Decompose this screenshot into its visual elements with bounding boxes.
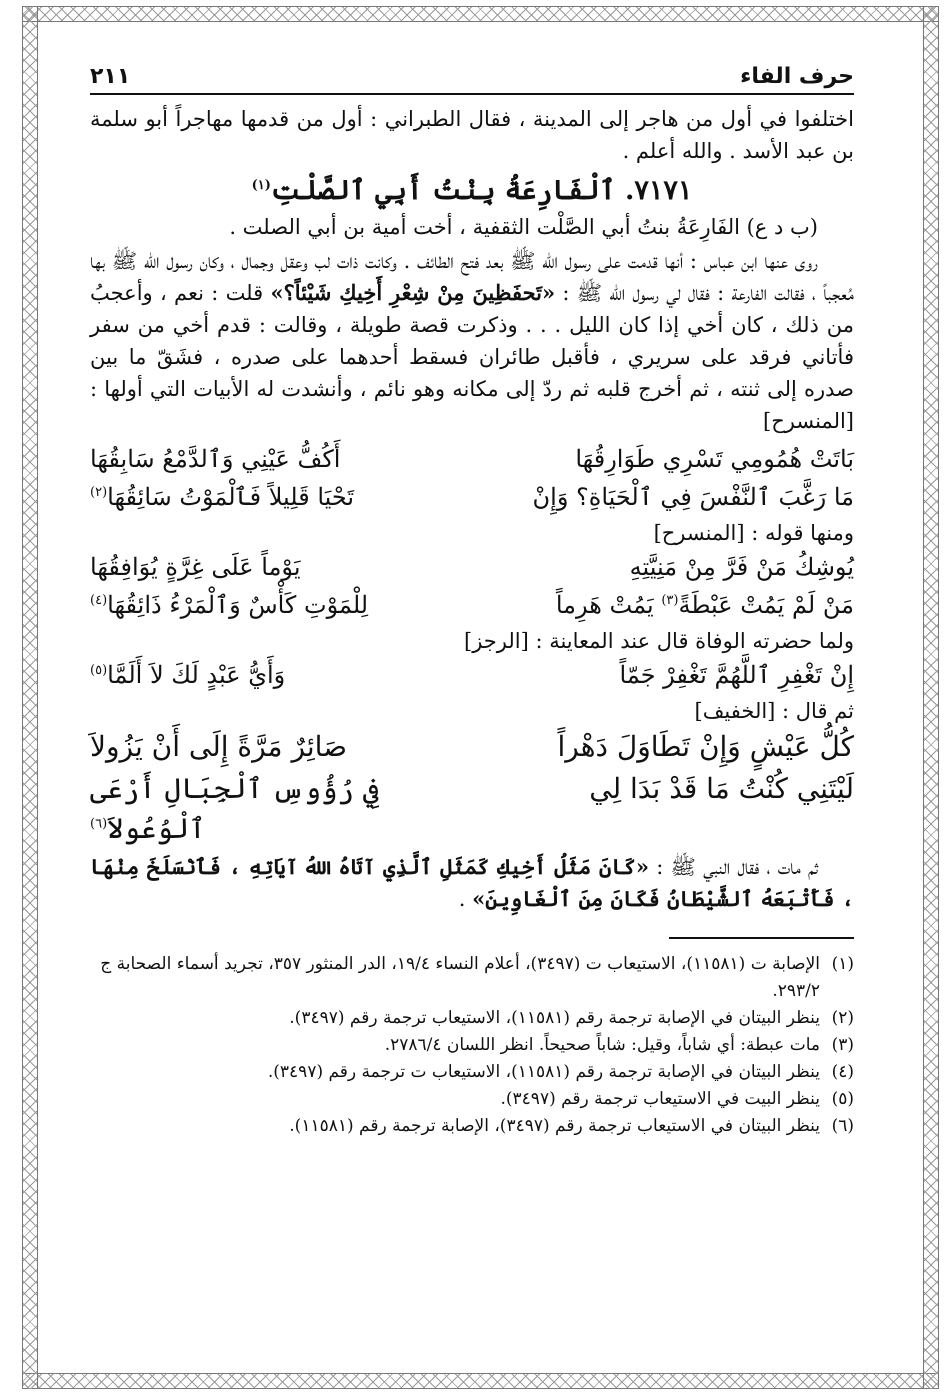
- footnote-number: (٤): [831, 1062, 854, 1082]
- verse-hemistich-second: صَائِرٌ مَرَّةً إِلَى أَنْ يَزُولاَ: [90, 730, 347, 763]
- footnote-item: [90, 1032, 854, 1059]
- running-header: [90, 55, 854, 95]
- verse-hemistich-second: [90, 587, 457, 623]
- footnote-item: [90, 1005, 854, 1032]
- verse-line: [90, 657, 854, 693]
- footnote-ref: (٢): [90, 485, 108, 500]
- footnote-ref: (٣): [661, 593, 679, 608]
- closing-text-end: .: [458, 887, 473, 911]
- footnote-ref: (٥): [90, 663, 108, 678]
- footnote-number: (٢): [831, 1008, 854, 1028]
- meter-line: ولما حضرته الوفاة قال عند المعاينة : [الرجز]: [464, 629, 854, 653]
- verse-hemistich-first: كُلُّ عَيْشٍ وَإِنْ تَطَاوَلَ دَهْراً: [557, 730, 854, 763]
- decorative-border-right: [923, 6, 939, 1389]
- footnote-item: [90, 1059, 854, 1086]
- section-title: حرف الفاء: [740, 64, 854, 89]
- footnote-item: [90, 951, 854, 1005]
- closing-text: ثم مات ، فقال النبي ﷺ :: [649, 855, 818, 879]
- body-text: [90, 103, 854, 915]
- verse-line: [90, 549, 854, 585]
- verse-hemistich-first: يُوشِكُ مَنْ فَرَّ مِنْ مَنِيَّتِهِ: [629, 553, 854, 581]
- meter-line: ومنها قوله : [المنسرح]: [653, 521, 854, 545]
- verse-hemistich-second: يَوْماً عَلَى غِرَّةٍ يُوَافِقُهَا: [90, 553, 301, 581]
- footnote-text: ينظر البيت في الاستيعاب ترجمة رقم (٣٤٩٧).: [500, 1089, 820, 1109]
- verse-text: تَحْيَا قَلِيلاً فَٱلْمَوْتُ سَائِقُهَا: [107, 483, 355, 511]
- poem-1: [90, 441, 854, 515]
- verse-text: وَأَيُّ عَبْدٍ لَكَ لاَ أَلَمَّا: [107, 661, 286, 689]
- intro-paragraph: اختلفوا في أول من هاجر إلى المدينة ، فقال الطبراني : أول من قدمها مهاجراً أبو سلمة بن عبد الأسد . والله أعلم .: [90, 107, 854, 163]
- decorative-border-top: [22, 6, 939, 22]
- page-content: [90, 55, 854, 1357]
- footnote-item: [90, 1086, 854, 1113]
- hadith-quote: «كَانَ مَثَلُ أَخِيكِ كَمَثَلِ ٱلَّذِي آتَاهُ اللهُ آيَاتِهِ ، فَٱنْسَلَخَ مِنْهَا ، فَأَتْبَعَهُ ٱلشَّيْطَانُ فَكَانَ مِنَ ٱلْغَاوِينَ»: [90, 854, 854, 911]
- entry-title: [90, 175, 854, 207]
- poem-4: [90, 727, 854, 849]
- footnote-text: ينظر البيتان في الاستيعاب ترجمة رقم (٣٤٩٧)، الإصابة ترجمة رقم (١١٥٨١).: [289, 1116, 820, 1136]
- entry-intro: (ب د ع) الفَارِعَةُ بنتُ أبي الصَّلْت الثقفية ، أخت أمية بن أبي الصلت .: [229, 215, 818, 239]
- poem-3: [90, 657, 854, 693]
- closing-paragraph: [90, 851, 854, 915]
- verse-text: فِي رُؤُوسِ ٱلْجِبَالِ أَرْعَى ٱلْوُعُولاَ: [90, 772, 380, 845]
- verse-text: لِلْمَوْتِ كَأْسٌ وَٱلْمَرْءُ ذَائِقُهَا: [107, 591, 369, 619]
- verse-line: [90, 727, 854, 767]
- verse-text: يَمُتْ هَرِماً: [555, 591, 662, 619]
- decorative-border-bottom: [22, 1373, 939, 1389]
- footnote-text: ينظر البيتان في الإصابة ترجمة رقم (١١٥٨١)، الاستيعاب ت ترجمة رقم (٣٤٩٧).: [267, 1062, 820, 1082]
- footnote-separator: [669, 937, 854, 939]
- footnote-number: (٣): [831, 1035, 854, 1055]
- narration-paragraph: [90, 245, 854, 437]
- footnote-ref: (٤): [90, 593, 108, 608]
- hadith-quote: «تَحفَظِينَ مِنْ شِعْرِ أَخِيكِ شَيْئاً؟»: [270, 280, 556, 305]
- narration-text-cont: قلت : نعم ، وأعجبُ من ذلك ، كان أخي إذا كان الليل . . . وذكرت قصة طويلة ، وقالت : قدم أخي من سفر فأتاني فرقد على سريري ، فأقبل طائران فسقط أحدهما على صدره ، فشَقّ ما بين صدره إلى ثنته ، ثم أخرج قلبه ثم ردّ إلى مكانه وهو نائم ، وأنشدت له الأبيات التي أولها : [المنسرح]: [90, 281, 854, 433]
- footnote-item: [90, 1113, 854, 1140]
- footnote-ref: (٦): [90, 816, 108, 832]
- verse-line: [90, 441, 854, 477]
- verse-line: [90, 479, 854, 515]
- footnote-number: (٥): [831, 1089, 854, 1109]
- verse-hemistich-first: لَيْتَنِي كُنْتُ مَا قَدْ بَدَا لِي: [589, 772, 854, 805]
- poem-2: [90, 549, 854, 623]
- footnote-number: (١): [831, 954, 854, 974]
- verse-hemistich-first: بَاتَتْ هُمُومِي تَسْرِي طَوَارِقُهَا: [575, 445, 854, 473]
- verse-hemistich-second: أَكُفُّ عَيْنِي وَٱلدَّمْعُ سَابِقُهَا: [90, 445, 341, 473]
- entry-title-text: ٧١٧١. ٱلْفَارِعَةُ بِنْتُ أَبِي ٱلصَّلْتِ: [270, 175, 693, 206]
- verse-line: [90, 587, 854, 623]
- decorative-border-left: [22, 6, 38, 1389]
- footnote-text: مات عبطة: أي شاباً، وقيل: شاباً صحيحاً. انظر اللسان ٢٧٨٦/٤.: [384, 1035, 820, 1055]
- footnote-number: (٦): [831, 1116, 854, 1136]
- verse-hemistich-first: مَا رَغَّبَ ٱلنَّفْسَ فِي ٱلْحَيَاةِ؟ وَإِنْ: [532, 483, 854, 511]
- footnote-text: ينظر البيتان في الإصابة ترجمة رقم (١١٥٨١)، الاستيعاب ترجمة رقم (٣٤٩٧).: [289, 1008, 820, 1028]
- verse-text: مَنْ لَمْ يَمُتْ عَبْطَةً: [678, 591, 854, 619]
- footnote-ref: (١): [251, 178, 271, 193]
- verse-hemistich-first: إِنْ تَغْفِرِ ٱللَّهُمَّ تَغْفِرْ جَمّاً: [619, 661, 854, 689]
- footnotes: [90, 951, 854, 1140]
- narration-text: روى عنها ابن عباس : أنها قدمت على رسول الله ﷺ بعد فتح الطائف . وكانت ذات لب وعقل وجمال ، وكان رسول الله ﷺ بها مُعجباً ، فقالت الفارعة : فقال لي رسول الله ﷺ :: [90, 249, 854, 305]
- verse-line: [90, 769, 854, 849]
- footnote-text: الإصابة ت (١١٥٨١)، الاستيعاب ت (٣٤٩٧)، أعلام النساء ١٩/٤، الدر المنثور ٣٥٧، تجريد أسماء الصحابة ج ٢٩٣/٢.: [100, 954, 820, 1001]
- verse-hemistich-second: [90, 657, 457, 693]
- verse-hemistich-second: [90, 479, 457, 515]
- meter-line: ثم قال : [الخفيف]: [694, 699, 854, 723]
- verse-hemistich-first: [487, 587, 854, 623]
- verse-hemistich-second: [90, 769, 457, 849]
- page-number: ٢١١: [90, 64, 131, 89]
